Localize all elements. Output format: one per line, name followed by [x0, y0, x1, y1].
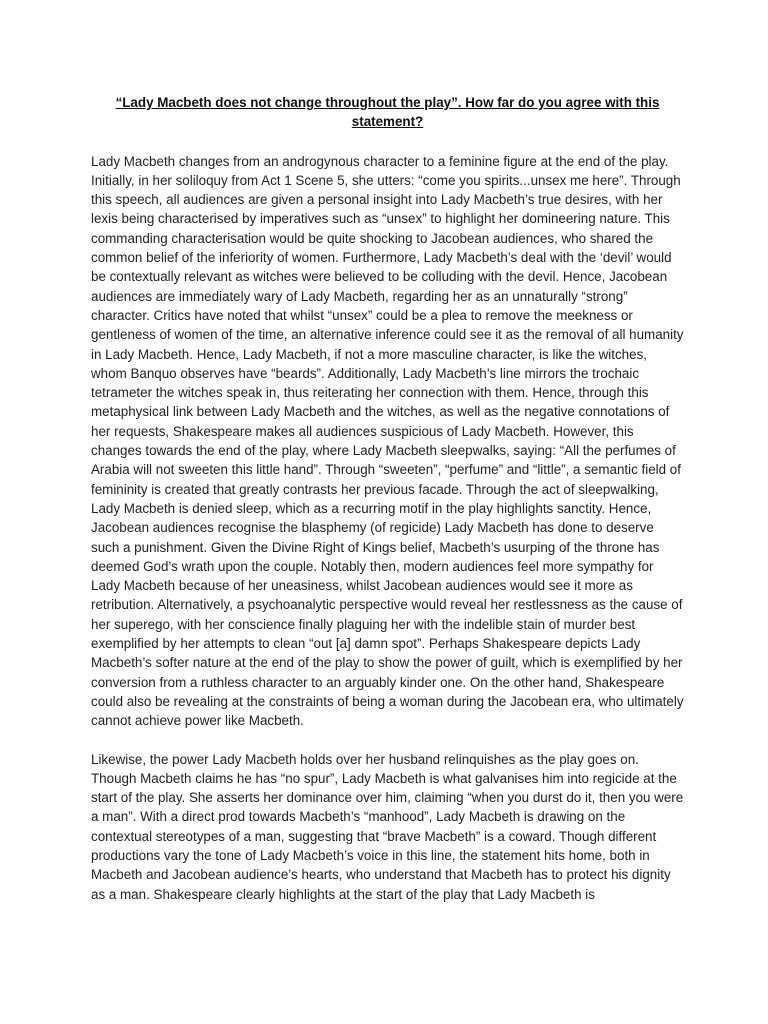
essay-paragraph-1: Lady Macbeth changes from an androgynous character to a feminine figure at the end of the play. Initially, in her soliloquy from Act 1 Scene 5, she utters: “come you spirits...unsex me here”. Through this speech, all audiences are given a personal insight into Lady Macbeth’s true desires, with her lexis being characterised by imperatives such as “unsex” to highlight her domineering nature. This commanding characterisation would be quite shocking to Jacobean audiences, who shared the common belief of the inferiority of women. Furthermore, Lady Macbeth’s deal with the ‘devil’ would be contextually relevant as witches were believed to be colluding with the devil. Hence, Jacobean audiences are immediately wary of Lady Macbeth, regarding her as an unnaturally “strong” character. Critics have noted that whilst “unsex” could be a plea to remove the meekness or gentleness of women of the time, an alternative inference could see it as the removal of all humanity in Lady Macbeth. Hence, Lady Macbeth, if not a more masculine character, is like the witches, whom Banquo observes have “beards”. Additionally, Lady Macbeth’s line mirrors the trochaic tetrameter the witches speak in, thus reiterating her connection with them. Hence, through this metaphysical link between Lady Macbeth and the witches, as well as the negative connotations of her requests, Shakespeare makes all audiences suspicious of Lady Macbeth. However, this changes towards the end of the play, where Lady Macbeth sleepwalks, saying: “All the perfumes of Arabia will not sweeten this little hand”. Through “sweeten”, “perfume” and “little”, a semantic field of femininity is created that greatly contrasts her previous facade. Through the act of sleepwalking, Lady Macbeth is denied sleep, which as a recurring motif in the play highlights sanctity. Hence, Jacobean audiences recognise the blasphemy (of regicide) Lady Macbeth has done to deserve such a punishment. Given the Divine Right of Kings belief, Macbeth’s usurping of the throne has deemed God’s wrath upon the couple. Notably then, modern audiences feel more sympathy for Lady Macbeth because of her uneasiness, whilst Jacobean audiences would see it more as retribution. Alternatively, a psychoanalytic perspective would reveal her restlessness as the cause of her superego, with her conscience finally plaguing her with the indelible stain of murder best exemplified by her attempts to clean “out [a] damn spot”. Perhaps Shakespeare depicts Lady Macbeth’s softer nature at the end of the play to show the power of guilt, which is exemplified by her conversion from a ruthless character to an arguably kinder one. On the other hand, Shakespeare could also be revealing at the constraints of being a woman during the Jacobean era, who ultimately cannot achieve power like Macbeth. [91, 153, 684, 729]
essay-paragraph-2: Likewise, the power Lady Macbeth holds over her husband relinquishes as the play goes on. Though Macbeth claims he has “no spur”, Lady Macbeth is what galvanises him into regicide at the start of the play. She asserts her dominance over him, claiming “when you durst do it, then you were a man”. With a direct prod towards Macbeth’s “manhood”, Lady Macbeth is drawing on the contextual stereotypes of a man, suggesting that “brave Macbeth” is a coward. Though different productions vary the tone of Lady Macbeth’s voice in this line, the statement hits home, both in Macbeth and Jacobean audience’s hearts, who understand that Macbeth has to protect his dignity as a man. Shakespeare clearly highlights at the start of the play that Lady Macbeth is [91, 751, 684, 902]
essay-title: “Lady Macbeth does not change throughout the play”. How far do you agree with this statement? [115, 95, 660, 130]
